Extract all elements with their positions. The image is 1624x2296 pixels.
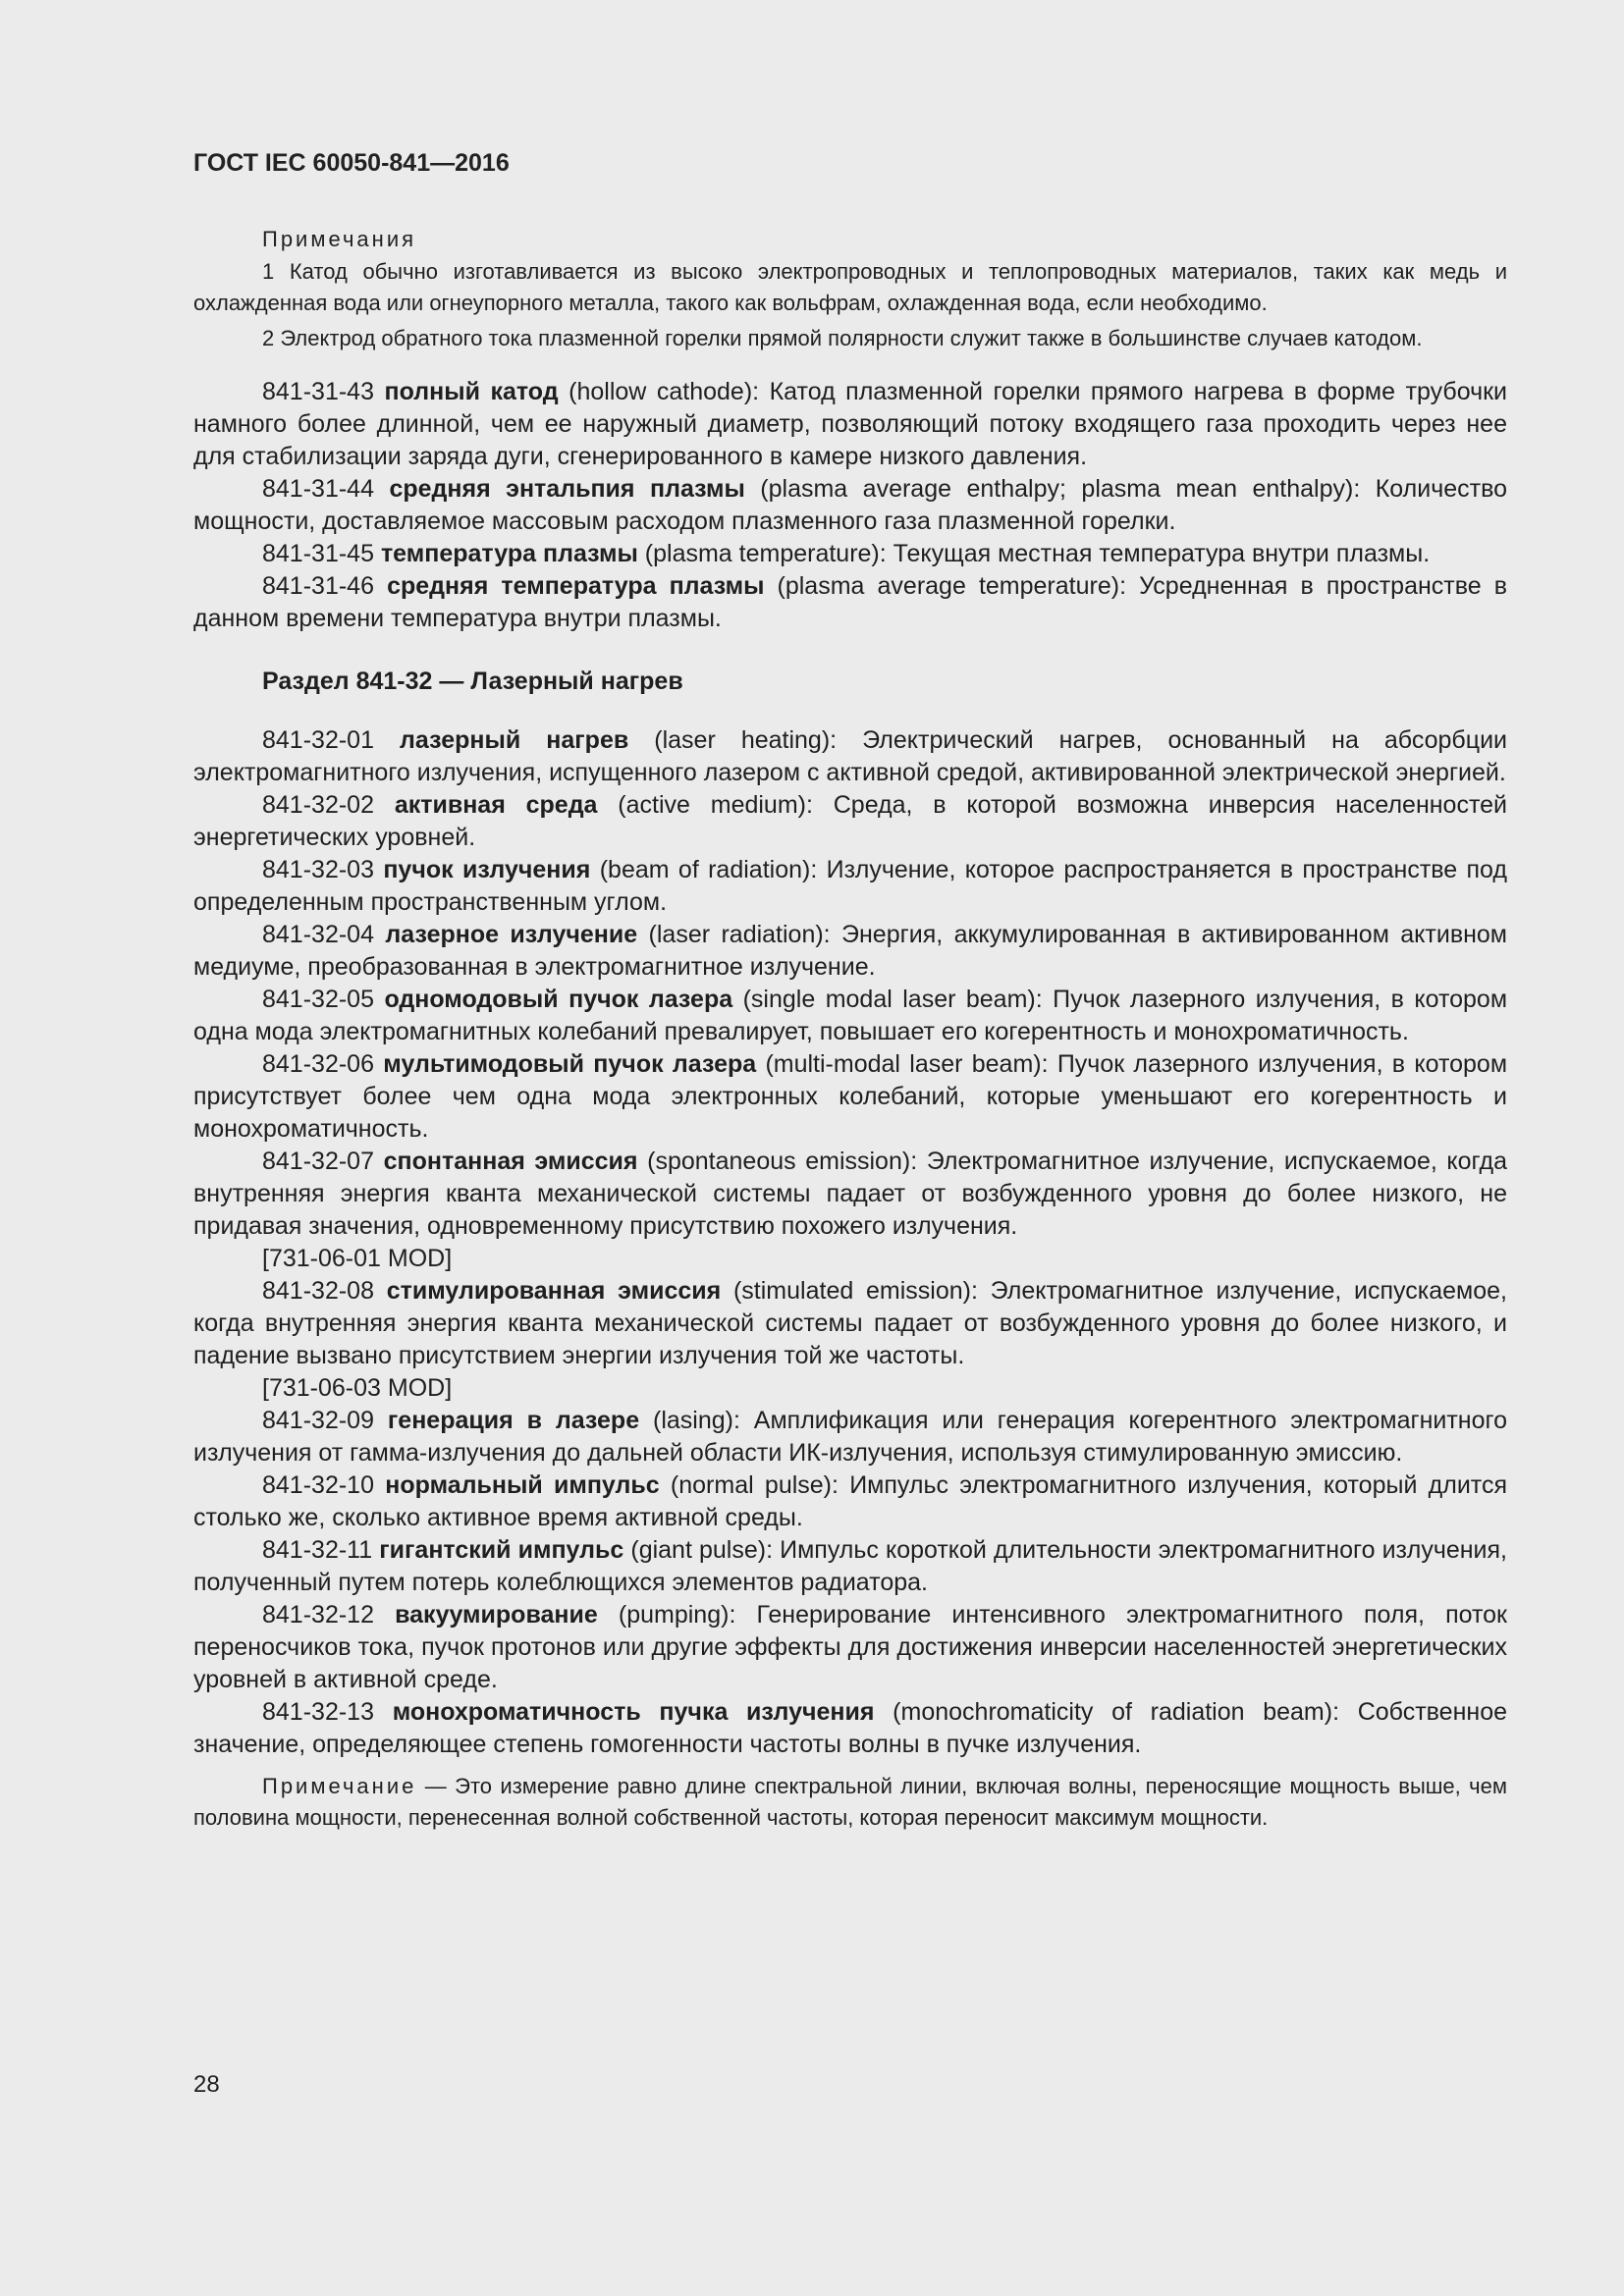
entry-number: 841-32-04 [262, 921, 374, 948]
entry-term: спонтанная эмиссия [383, 1148, 638, 1175]
entry-number: 841-32-02 [262, 791, 374, 819]
document-header: ГОСТ IEC 60050-841—2016 [193, 149, 510, 177]
section-title: Раздел 841-32 — Лазерный нагрев [262, 667, 683, 695]
entry-definition: (lasing): Амплификация или генерация когерентного электромагнитного излучения от гамма-излучения до дальней области ИК-излучения, используя стимулированную эмиссию. [193, 1407, 1507, 1467]
term-entry [193, 1048, 1507, 1146]
entries-block-b [193, 724, 1507, 1761]
entry-definition: (laser heating): Электрический нагрев, основанный на абсорбции электромагнитного излучения, испущенного лазером с активной средой, активированной электрической энергией. [193, 726, 1507, 786]
page-content [193, 224, 1507, 1834]
entry-definition: (single modal laser beam): Пучок лазерного излучения, в котором одна мода электромагнитных колебаний превалирует, повышает его когерентность и монохроматичность. [193, 986, 1508, 1045]
entry-number: 841-32-09 [262, 1407, 374, 1434]
term-entry [193, 789, 1507, 854]
entry-definition: (plasma average temperature): Усредненная в пространстве в данном времени температура внутри плазмы. [193, 572, 1507, 632]
entry-definition: (beam of radiation): Излучение, которое распространяется в пространстве под определенным пространственным углом. [193, 856, 1507, 916]
entry-number: 841-32-11 [262, 1536, 373, 1564]
entry-number: 841-32-08 [262, 1277, 374, 1305]
entry-number: 841-31-45 [262, 540, 374, 567]
entry-term: стимулированная эмиссия [386, 1277, 722, 1305]
source-reference: [731-06-03 MOD] [262, 1374, 453, 1402]
entry-definition: (monochromaticity of radiation beam): Собственное значение, определяющее степень гомогенности частоты волны в пучке излучения. [193, 1698, 1507, 1758]
entry-term: пучок излучения [383, 856, 591, 883]
entry-number: 841-31-43 [262, 378, 374, 405]
entry-number: 841-32-12 [262, 1601, 374, 1629]
entry-term: средняя температура плазмы [387, 572, 765, 600]
term-entry [193, 1696, 1507, 1761]
entry-number: 841-31-46 [262, 572, 374, 600]
term-entry [193, 724, 1507, 789]
entry-term: нормальный импульс [385, 1471, 660, 1499]
entry-number: 841-31-44 [262, 475, 374, 503]
entry-number: 841-32-01 [262, 726, 374, 754]
source-reference: [731-06-01 MOD] [262, 1245, 453, 1272]
entry-definition: (laser radiation): Энергия, аккумулированная в активированном активном медиуме, преобразованная в электромагнитное излучение. [193, 921, 1507, 981]
term-entry [193, 538, 1507, 570]
note-item: 2 Электрод обратного тока плазменной горелки прямой полярности служит также в большинстве случаев катодом. [262, 326, 1423, 350]
entries-block-a [193, 376, 1507, 635]
entry-definition: (stimulated emission): Электромагнитное излучение, испускаемое, когда внутренняя энергия кванта механической системы падает от возбужденного уровня до более низкого, и падение вызвано присутствием энергии излучения той же частоты. [193, 1277, 1507, 1369]
entry-term: генерация в лазере [387, 1407, 640, 1434]
term-entry [193, 1599, 1507, 1696]
notes-title: Примечания [262, 227, 417, 251]
entry-number: 841-32-05 [262, 986, 374, 1013]
entry-term: активная среда [394, 791, 598, 819]
entry-number: 841-32-13 [262, 1698, 374, 1726]
entry-definition: (pumping): Генерирование интенсивного электромагнитного поля, поток переносчиков тока, пучок протонов или другие эффекты для достижения инверсии населенностей энергетических уровней в активной среде. [193, 1601, 1507, 1693]
term-entry [193, 854, 1507, 919]
term-entry [193, 919, 1507, 984]
final-note-label: Примечание [262, 1774, 417, 1798]
entry-term: полный катод [384, 378, 559, 405]
entry-definition: (plasma average enthalpy; plasma mean enthalpy): Количество мощности, доставляемое массовым расходом плазменного газа плазменной горелки. [193, 475, 1507, 535]
entry-definition: (giant pulse): Импульс короткой длительности электромагнитного излучения, полученный путем потерь колеблющихся элементов радиатора. [193, 1536, 1507, 1596]
entry-number: 841-32-07 [262, 1148, 374, 1175]
entry-term: гигантский импульс [379, 1536, 624, 1564]
entry-term: лазерное излучение [385, 921, 638, 948]
entry-term: мультимодовый пучок лазера [383, 1050, 757, 1078]
entry-term: средняя энтальпия плазмы [389, 475, 745, 503]
term-entry [193, 1146, 1507, 1243]
term-entry [193, 1275, 1507, 1372]
entry-definition: (hollow cathode): Катод плазменной горелки прямого нагрева в форме трубочки намного более длинной, чем ее наружный диаметр, позволяющий потоку входящего газа проходить через нее для стабилизации заряда дуги, сгенерированного в камере низкого давления. [193, 378, 1507, 470]
term-entry [193, 1405, 1507, 1469]
note-item: 1 Катод обычно изготавливается из высоко электропроводных и теплопроводных материалов, таких как медь и охлажденная вода или огнеупорного металла, такого как вольфрам, охлажденная вода, если необходимо. [193, 259, 1507, 315]
term-entry [193, 1534, 1507, 1599]
entry-term: монохроматичность пучка излучения [392, 1698, 875, 1726]
term-entry [193, 473, 1507, 538]
entry-definition: (multi-modal laser beam): Пучок лазерного излучения, в котором присутствует более чем одна мода электронных колебаний, которые уменьшают его когерентность и монохроматичность. [193, 1050, 1508, 1143]
entry-definition: (normal pulse): Импульс электромагнитного излучения, который длится столько же, сколько активное время активной среды. [193, 1471, 1508, 1531]
term-entry [193, 984, 1507, 1048]
page-number: 28 [193, 2071, 220, 2098]
entry-term: одномодовый пучок лазера [384, 986, 733, 1013]
final-note-text: — Это измерение равно длине спектральной линии, включая волны, переносящие мощность выше, чем половина мощности, перенесенная волной собственной частоты, которая переносит максимум мощности. [193, 1774, 1507, 1830]
entry-number: 841-32-03 [262, 856, 374, 883]
entry-term: вакуумирование [395, 1601, 598, 1629]
entry-term: температура плазмы [380, 540, 638, 567]
entry-term: лазерный нагрев [400, 726, 629, 754]
entry-definition: (active medium): Среда, в которой возможна инверсия населенностей энергетических уровней. [193, 791, 1507, 851]
notes-block [193, 224, 1507, 354]
term-entry [193, 376, 1507, 473]
entry-number: 841-32-06 [262, 1050, 374, 1078]
term-entry [193, 1469, 1507, 1534]
entry-definition: (spontaneous emission): Электромагнитное излучение, испускаемое, когда внутренняя энергия кванта механической системы падает от возбужденного уровня до более низкого, не придавая значения, одновременному присутствию похожего излучения. [193, 1148, 1508, 1240]
entry-number: 841-32-10 [262, 1471, 374, 1499]
entry-definition: (plasma temperature): Текущая местная температура внутри плазмы. [644, 540, 1431, 567]
final-note [193, 1771, 1507, 1834]
term-entry [193, 570, 1507, 635]
